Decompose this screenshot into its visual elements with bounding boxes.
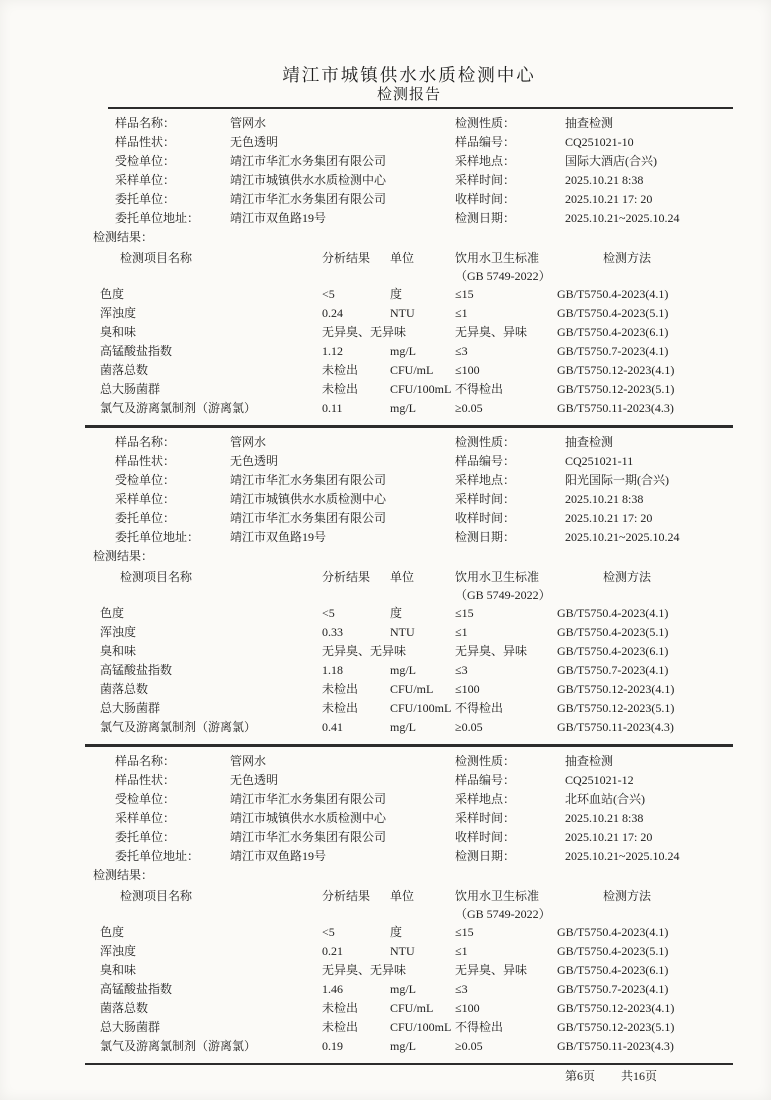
sampling-location-value: 阳光国际一期(合兴)	[565, 473, 669, 487]
standard-cell: ≤100	[455, 363, 480, 377]
sampling-time-label: 采样时间：	[455, 173, 516, 187]
sample-character-label: 样品性状：	[115, 454, 176, 468]
sampling-time-label: 采样时间：	[455, 811, 516, 825]
result-cell: <5	[322, 606, 335, 620]
receiving-time-value: 2025.10.21 17: 20	[565, 511, 653, 525]
sampling-unit-label: 采样单位：	[115, 173, 176, 187]
method-cell: GB/T5750.4-2023(4.1)	[557, 606, 669, 620]
unit-cell: NTU	[390, 306, 415, 320]
header-standard	[455, 568, 557, 604]
results-table	[85, 887, 733, 1056]
standard-cell: ≤15	[455, 925, 474, 939]
method-cell: GB/T5750.4-2023(4.1)	[557, 925, 669, 939]
client-address-label: 委托单位地址：	[115, 211, 200, 225]
client-unit-value: 靖江市华汇水务集团有限公司	[230, 830, 387, 844]
sample-info	[85, 114, 733, 228]
test-nature-value: 抽查检测	[565, 435, 614, 449]
unit-cell	[390, 642, 455, 661]
info-row	[115, 190, 430, 209]
results-table	[85, 249, 733, 418]
sample-info-right	[430, 114, 733, 228]
sample-name-value: 管网水	[230, 435, 267, 449]
method-cell: GB/T5750.4-2023(5.1)	[557, 625, 669, 639]
page-footer	[85, 1067, 733, 1086]
unit-cell	[390, 323, 455, 342]
header-method: 检测方法	[603, 570, 652, 584]
unit-cell: 度	[390, 287, 403, 301]
inspected-unit-value: 靖江市华汇水务集团有限公司	[230, 792, 387, 806]
method-cell: GB/T5750.4-2023(5.1)	[557, 306, 669, 320]
inspected-unit-label: 受检单位：	[115, 473, 176, 487]
standard-cell: 不得检出	[455, 1020, 504, 1034]
table-row	[85, 999, 733, 1018]
table-row	[85, 285, 733, 304]
table-row	[85, 680, 733, 699]
header-standard	[455, 249, 557, 285]
sample-name-label: 样品名称：	[115, 754, 176, 768]
header-method: 检测方法	[603, 251, 652, 265]
item-cell: 臭和味	[100, 963, 137, 977]
inspected-unit-value: 靖江市华汇水务集团有限公司	[230, 154, 387, 168]
table-row	[85, 399, 733, 418]
item-cell: 色度	[100, 925, 125, 939]
table-row	[85, 380, 733, 399]
standard-cell: ≥0.05	[455, 401, 483, 415]
info-row	[455, 471, 733, 490]
sample-no-value: CQ251021-11	[565, 454, 634, 468]
result-cell: <5	[322, 287, 335, 301]
sample-info	[85, 433, 733, 547]
header-unit: 单位	[390, 570, 415, 584]
standard-cell: ≤100	[455, 682, 480, 696]
info-row	[455, 528, 733, 547]
sampling-location-label: 采样地点：	[455, 154, 516, 168]
header-standard-line1: 饮用水卫生标准	[455, 889, 540, 903]
sample-no-value: CQ251021-10	[565, 135, 634, 149]
info-row	[455, 133, 733, 152]
method-cell: GB/T5750.12-2023(5.1)	[557, 701, 675, 715]
info-row	[455, 152, 733, 171]
header-item: 检测项目名称	[120, 570, 193, 584]
report-section-2	[85, 428, 733, 737]
client-address-label: 委托单位地址：	[115, 530, 200, 544]
info-row	[455, 752, 733, 771]
table-row	[85, 661, 733, 680]
unit-cell: mg/L	[390, 663, 416, 677]
info-row	[115, 433, 430, 452]
result-cell: 无异臭、无异味	[322, 325, 407, 339]
sampling-unit-value: 靖江市城镇供水水质检测中心	[230, 173, 387, 187]
sample-name-value: 管网水	[230, 754, 267, 768]
unit-cell: mg/L	[390, 401, 416, 415]
info-row	[455, 828, 733, 847]
header-item: 检测项目名称	[120, 251, 193, 265]
info-row	[115, 133, 430, 152]
info-row	[455, 452, 733, 471]
method-cell: GB/T5750.12-2023(5.1)	[557, 382, 675, 396]
test-nature-value: 抽查检测	[565, 754, 614, 768]
method-cell: GB/T5750.7-2023(4.1)	[557, 982, 669, 996]
result-cell: 1.46	[322, 982, 343, 996]
method-cell: GB/T5750.11-2023(4.3)	[557, 401, 674, 415]
sample-info-right	[430, 752, 733, 866]
method-cell: GB/T5750.12-2023(5.1)	[557, 1020, 675, 1034]
client-unit-label: 委托单位：	[115, 192, 176, 206]
sample-name-label: 样品名称：	[115, 435, 176, 449]
item-cell: 高锰酸盐指数	[100, 344, 173, 358]
info-row	[115, 452, 430, 471]
standard-cell: ≤3	[455, 982, 468, 996]
method-cell: GB/T5750.7-2023(4.1)	[557, 344, 669, 358]
result-cell: 0.11	[322, 401, 343, 415]
unit-cell: mg/L	[390, 344, 416, 358]
inspected-unit-label: 受检单位：	[115, 792, 176, 806]
unit-cell: NTU	[390, 625, 415, 639]
table-header-row	[85, 887, 733, 923]
sample-no-label: 样品编号：	[455, 454, 516, 468]
item-cell: 菌落总数	[100, 682, 149, 696]
standard-cell: ≤3	[455, 663, 468, 677]
table-row	[85, 361, 733, 380]
info-row	[115, 528, 430, 547]
info-row	[455, 847, 733, 866]
header-result: 分析结果	[322, 251, 371, 265]
table-header-row	[85, 568, 733, 604]
client-address-value: 靖江市双鱼路19号	[230, 849, 327, 863]
table-row	[85, 342, 733, 361]
sampling-location-value: 国际大酒店(合兴)	[565, 154, 657, 168]
receiving-time-label: 收样时间：	[455, 830, 516, 844]
method-cell: GB/T5750.4-2023(4.1)	[557, 287, 669, 301]
sampling-location-value: 北环血站(合兴)	[565, 792, 645, 806]
sample-character-value: 无色透明	[230, 773, 279, 787]
test-nature-label: 检测性质：	[455, 754, 516, 768]
table-row	[85, 642, 733, 661]
standard-cell: 不得检出	[455, 382, 504, 396]
info-row	[455, 790, 733, 809]
result-cell: 无异臭、无异味	[322, 963, 407, 977]
info-row	[115, 171, 430, 190]
sample-info-right	[430, 433, 733, 547]
info-row	[115, 152, 430, 171]
info-row	[115, 114, 430, 133]
unit-cell: 度	[390, 925, 403, 939]
result-cell: 1.12	[322, 344, 343, 358]
result-cell: 0.19	[322, 1039, 343, 1053]
receiving-time-value: 2025.10.21 17: 20	[565, 192, 653, 206]
info-row	[455, 490, 733, 509]
table-row	[85, 699, 733, 718]
item-cell: 总大肠菌群	[100, 701, 161, 715]
unit-cell: CFU/mL	[390, 363, 434, 377]
info-row	[115, 209, 430, 228]
table-row	[85, 323, 733, 342]
item-cell: 总大肠菌群	[100, 382, 161, 396]
receiving-time-value: 2025.10.21 17: 20	[565, 830, 653, 844]
client-unit-value: 靖江市华汇水务集团有限公司	[230, 192, 387, 206]
standard-cell: ≤15	[455, 287, 474, 301]
result-cell: 1.18	[322, 663, 343, 677]
receiving-time-label: 收样时间：	[455, 511, 516, 525]
sampling-location-label: 采样地点：	[455, 792, 516, 806]
client-unit-label: 委托单位：	[115, 511, 176, 525]
footer-divider	[85, 1063, 733, 1065]
sample-no-label: 样品编号：	[455, 773, 516, 787]
info-row	[115, 771, 430, 790]
header-standard-line1: 饮用水卫生标准	[455, 570, 540, 584]
unit-cell: mg/L	[390, 720, 416, 734]
sampling-unit-label: 采样单位：	[115, 811, 176, 825]
test-date-value: 2025.10.21~2025.10.24	[565, 211, 680, 225]
header-unit: 单位	[390, 889, 415, 903]
inspected-unit-label: 受检单位：	[115, 154, 176, 168]
item-cell: 氯气及游离氯制剂（游离氯）	[100, 401, 257, 415]
item-cell: 菌落总数	[100, 363, 149, 377]
item-cell: 臭和味	[100, 644, 137, 658]
info-row	[455, 433, 733, 452]
test-results-label: 检测结果：	[93, 230, 154, 244]
test-nature-value: 抽查检测	[565, 116, 614, 130]
result-cell: 无异臭、无异味	[322, 644, 407, 658]
total-pages: 共16页	[621, 1069, 658, 1083]
sample-info-left	[85, 433, 430, 547]
client-unit-label: 委托单位：	[115, 830, 176, 844]
client-address-value: 靖江市双鱼路19号	[230, 530, 327, 544]
header-result: 分析结果	[322, 570, 371, 584]
header-standard-line2: （GB 5749-2022）	[455, 588, 551, 602]
item-cell: 高锰酸盐指数	[100, 982, 173, 996]
info-row	[115, 828, 430, 847]
standard-cell: 无异臭、异味	[455, 644, 528, 658]
method-cell: GB/T5750.7-2023(4.1)	[557, 663, 669, 677]
unit-cell: CFU/100mL	[390, 382, 452, 396]
standard-cell: ≥0.05	[455, 1039, 483, 1053]
unit-cell: 度	[390, 606, 403, 620]
sample-name-label: 样品名称：	[115, 116, 176, 130]
client-address-value: 靖江市双鱼路19号	[230, 211, 327, 225]
unit-cell: CFU/mL	[390, 682, 434, 696]
standard-cell: 无异臭、异味	[455, 325, 528, 339]
method-cell: GB/T5750.4-2023(6.1)	[557, 644, 669, 658]
info-row	[115, 790, 430, 809]
method-cell: GB/T5750.4-2023(5.1)	[557, 944, 669, 958]
result-cell: 0.24	[322, 306, 343, 320]
header-item: 检测项目名称	[120, 889, 193, 903]
test-date-label: 检测日期：	[455, 849, 516, 863]
item-cell: 色度	[100, 287, 125, 301]
table-row	[85, 718, 733, 737]
results-table	[85, 568, 733, 737]
item-cell: 臭和味	[100, 325, 137, 339]
unit-cell: NTU	[390, 944, 415, 958]
method-cell: GB/T5750.4-2023(6.1)	[557, 325, 669, 339]
item-cell: 色度	[100, 606, 125, 620]
test-date-value: 2025.10.21~2025.10.24	[565, 849, 680, 863]
unit-cell: CFU/100mL	[390, 1020, 452, 1034]
sampling-unit-value: 靖江市城镇供水水质检测中心	[230, 811, 387, 825]
item-cell: 浑浊度	[100, 625, 137, 639]
table-header-row	[85, 249, 733, 285]
sampling-time-value: 2025.10.21 8:38	[565, 492, 644, 506]
header-standard-line2: （GB 5749-2022）	[455, 907, 551, 921]
result-cell: 未检出	[322, 682, 359, 696]
table-row	[85, 942, 733, 961]
test-nature-label: 检测性质：	[455, 116, 516, 130]
standard-cell: 不得检出	[455, 701, 504, 715]
header-method: 检测方法	[603, 889, 652, 903]
unit-cell	[390, 961, 455, 980]
item-cell: 氯气及游离氯制剂（游离氯）	[100, 1039, 257, 1053]
sample-character-value: 无色透明	[230, 454, 279, 468]
info-row	[455, 171, 733, 190]
result-cell: 未检出	[322, 1001, 359, 1015]
result-cell: 未检出	[322, 363, 359, 377]
sampling-location-label: 采样地点：	[455, 473, 516, 487]
test-date-label: 检测日期：	[455, 211, 516, 225]
test-results-label: 检测结果：	[93, 868, 154, 882]
info-row	[115, 471, 430, 490]
table-row	[85, 604, 733, 623]
unit-cell: CFU/mL	[390, 1001, 434, 1015]
table-row	[85, 923, 733, 942]
inspected-unit-value: 靖江市华汇水务集团有限公司	[230, 473, 387, 487]
info-row	[115, 752, 430, 771]
method-cell: GB/T5750.11-2023(4.3)	[557, 720, 674, 734]
sampling-time-label: 采样时间：	[455, 492, 516, 506]
item-cell: 高锰酸盐指数	[100, 663, 173, 677]
sample-character-label: 样品性状：	[115, 135, 176, 149]
standard-cell: ≤100	[455, 1001, 480, 1015]
table-row	[85, 623, 733, 642]
info-row	[115, 490, 430, 509]
header-standard-line1: 饮用水卫生标准	[455, 251, 540, 265]
info-row	[455, 809, 733, 828]
sampling-unit-label: 采样单位：	[115, 492, 176, 506]
sample-name-value: 管网水	[230, 116, 267, 130]
sampling-unit-value: 靖江市城镇供水水质检测中心	[230, 492, 387, 506]
sample-info-left	[85, 752, 430, 866]
result-cell: 未检出	[322, 701, 359, 715]
info-row	[455, 209, 733, 228]
method-cell: GB/T5750.11-2023(4.3)	[557, 1039, 674, 1053]
sample-character-value: 无色透明	[230, 135, 279, 149]
sample-no-label: 样品编号：	[455, 135, 516, 149]
result-cell: <5	[322, 925, 335, 939]
item-cell: 氯气及游离氯制剂（游离氯）	[100, 720, 257, 734]
result-cell: 未检出	[322, 382, 359, 396]
header-result: 分析结果	[322, 889, 371, 903]
unit-cell: CFU/100mL	[390, 701, 452, 715]
info-row	[455, 771, 733, 790]
page-number: 第6页	[565, 1069, 596, 1083]
unit-cell: mg/L	[390, 1039, 416, 1053]
standard-cell: ≥0.05	[455, 720, 483, 734]
standard-cell: 无异臭、异味	[455, 963, 528, 977]
table-row	[85, 1018, 733, 1037]
sample-info	[85, 752, 733, 866]
sample-character-label: 样品性状：	[115, 773, 176, 787]
standard-cell: ≤3	[455, 344, 468, 358]
info-row	[455, 114, 733, 133]
report-subtitle: 检测报告	[376, 87, 441, 103]
receiving-time-label: 收样时间：	[455, 192, 516, 206]
method-cell: GB/T5750.12-2023(4.1)	[557, 363, 675, 377]
info-row	[115, 809, 430, 828]
method-cell: GB/T5750.12-2023(4.1)	[557, 1001, 675, 1015]
page-title: 靖江市城镇供水水质检测中心	[282, 65, 536, 85]
sample-info-left	[85, 114, 430, 228]
test-date-value: 2025.10.21~2025.10.24	[565, 530, 680, 544]
method-cell: GB/T5750.12-2023(4.1)	[557, 682, 675, 696]
header-unit: 单位	[390, 251, 415, 265]
result-cell: 0.21	[322, 944, 343, 958]
result-cell: 0.41	[322, 720, 343, 734]
info-row	[455, 190, 733, 209]
test-date-label: 检测日期：	[455, 530, 516, 544]
result-cell: 未检出	[322, 1020, 359, 1034]
standard-cell: ≤1	[455, 944, 468, 958]
method-cell: GB/T5750.4-2023(6.1)	[557, 963, 669, 977]
item-cell: 浑浊度	[100, 944, 137, 958]
sample-no-value: CQ251021-12	[565, 773, 634, 787]
info-row	[115, 847, 430, 866]
standard-cell: ≤15	[455, 606, 474, 620]
report-section-1	[85, 109, 733, 418]
result-cell: 0.33	[322, 625, 343, 639]
header-standard-line2: （GB 5749-2022）	[455, 269, 551, 283]
sampling-time-value: 2025.10.21 8:38	[565, 173, 644, 187]
table-row	[85, 304, 733, 323]
sampling-time-value: 2025.10.21 8:38	[565, 811, 644, 825]
client-unit-value: 靖江市华汇水务集团有限公司	[230, 511, 387, 525]
standard-cell: ≤1	[455, 306, 468, 320]
item-cell: 浑浊度	[100, 306, 137, 320]
client-address-label: 委托单位地址：	[115, 849, 200, 863]
table-row	[85, 980, 733, 999]
table-row	[85, 961, 733, 980]
report-section-3	[85, 747, 733, 1056]
header-standard	[455, 887, 557, 923]
test-results-label: 检测结果：	[93, 549, 154, 563]
item-cell: 菌落总数	[100, 1001, 149, 1015]
unit-cell: mg/L	[390, 982, 416, 996]
table-row	[85, 1037, 733, 1056]
item-cell: 总大肠菌群	[100, 1020, 161, 1034]
test-nature-label: 检测性质：	[455, 435, 516, 449]
info-row	[115, 509, 430, 528]
standard-cell: ≤1	[455, 625, 468, 639]
info-row	[455, 509, 733, 528]
